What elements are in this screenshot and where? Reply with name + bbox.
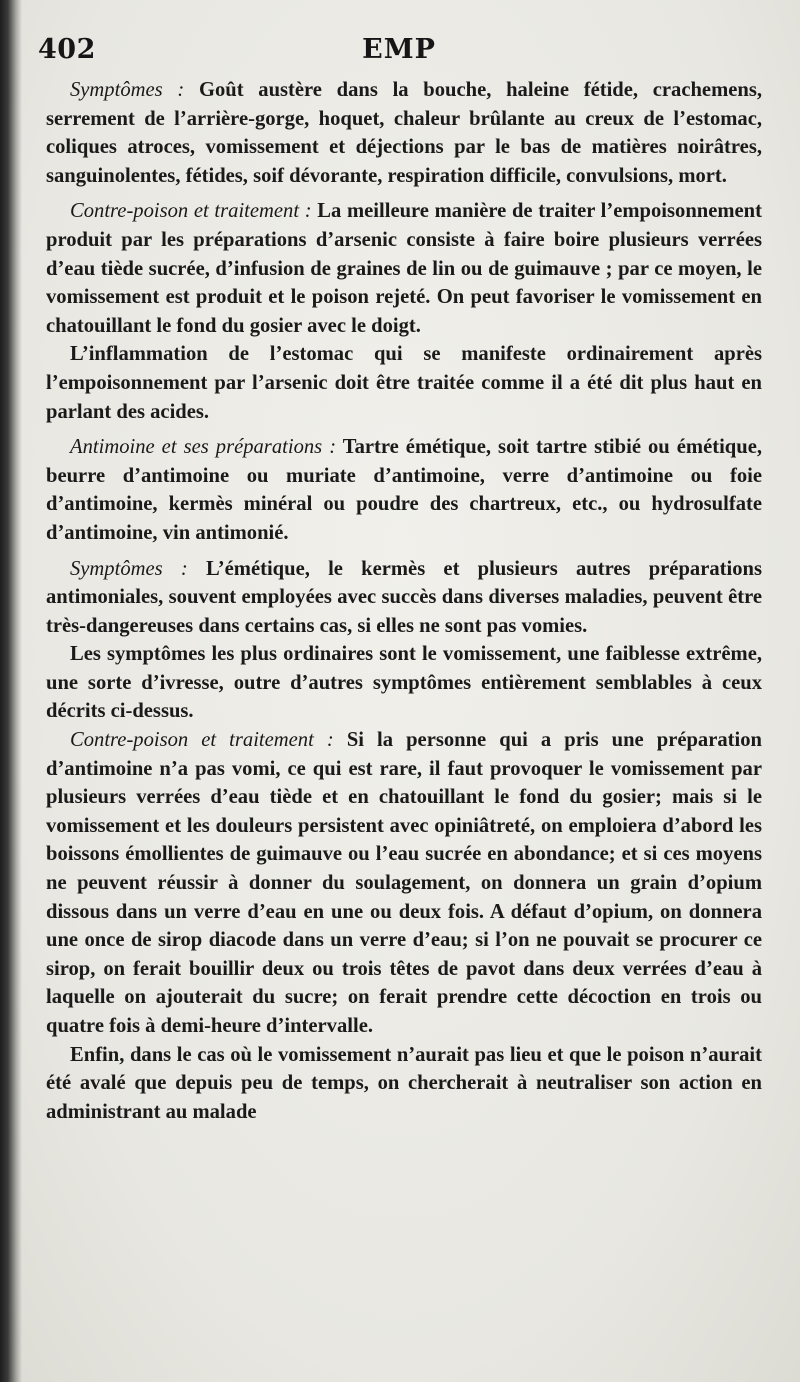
paragraph-arsenic-treatment: [46, 197, 762, 340]
paragraph-body: La meilleure manière de traiter l’empoisonnement produit par les préparations d’arsenic consiste à faire boire plusieurs verrées d’eau tiède sucrée, d’infusion de graines de lin ou de guimauve ; par ce moyen, le vomissement est produit et le poison rejeté. On peut favoriser le vomissement en chatouillant le fond du gosier avec le doigt.: [46, 200, 762, 337]
paragraph-body: Si la personne qui a pris une préparation d’antimoine n’a pas vomi, ce qui est rare, il faut provoquer le vomissement par plusieurs verrées d’eau tiède et en chatouillant le fond du gosier; mais si le vomissement et les douleurs persistent avec opiniâtreté, on emploiera d’abord les boissons émollientes de guimauve ou l’eau sucrée en abondance; et si ces moyens ne peuvent réussir à donner du soulagement, on donnera un grain d’opium dissous dans un verre d’eau en une ou deux fois. A défaut d’opium, on donnera une once de sirop diacode dans un verre d’eau; si l’on ne pouvait se procurer ce sirop, on ferait bouillir deux ou trois têtes de pavot dans deux verrées d’eau à laquelle on ajouterait du sucre; on ferait prendre cette décoction en trois ou quatre fois à demi-heure d’intervalle.: [46, 729, 762, 1037]
paragraph-body: Les symptômes les plus ordinaires sont le vomissement, une faiblesse extrême, une sorte d’ivresse, outre d’autres symptômes entièrement semblables à ceux décrits ci-dessus.: [46, 643, 762, 723]
paragraph-body: L’émétique, le kermès et plusieurs autres préparations antimoniales, souvent employées avec succès dans diverses maladies, peuvent être très-dangereuses dans certains cas, si elles ne sont pas vomies.: [46, 557, 762, 637]
body-text: [46, 76, 762, 1126]
paragraph-body: Enfin, dans le cas où le vomissement n’aurait pas lieu et que le poison n’aurait été avalé que depuis peu de temps, on chercherait à neutraliser son action en administrant au malade: [46, 1043, 762, 1123]
paragraph-lead: Antimoine et ses préparations :: [70, 436, 337, 459]
paragraph-lead: Contre-poison et traitement :: [70, 729, 334, 752]
paragraph-body: Tartre émétique, soit tartre stibié ou émétique, beurre d’antimoine ou muriate d’antimoine, verre d’antimoine ou foie d’antimoine, kermès minéral ou poudre des chartreux, etc., ou hydrosulfate d’antimoine, vin antimonié.: [46, 436, 762, 544]
paragraph-body: Goût austère dans la bouche, haleine fétide, crachemens, serrement de l’arrière-gorge, hoquet, chaleur brûlante au creux de l’estomac, coliques atroces, vomissement et déjections par le bas de matières noirâtres, sanguinolentes, fétides, soif dévorante, respiration difficile, convulsions, mort.: [46, 79, 762, 187]
running-head: EMP: [362, 34, 436, 65]
paragraph-antimony-symptoms: [46, 555, 762, 641]
paragraph-arsenic-inflammation: [46, 340, 762, 426]
paragraph-antimony-ordinary-symptoms: [46, 640, 762, 726]
paragraph-body: L’inflammation de l’estomac qui se manifeste ordinairement après l’empoisonnement par l’arsenic doit être traitée comme il a été dit plus haut en parlant des acides.: [46, 343, 762, 423]
paragraph-lead: Symptômes :: [70, 79, 185, 101]
paragraph-lead: Symptômes :: [70, 557, 188, 580]
page-header: [38, 34, 760, 70]
paragraph-finally: [46, 1041, 762, 1127]
paragraph-antimony-treatment: [46, 726, 762, 1041]
paragraph-antimony-preparations: [46, 433, 762, 547]
paragraph-lead: Contre-poison et traitement :: [70, 200, 312, 223]
paragraph-arsenic-symptoms: [46, 76, 762, 190]
page-number: 402: [38, 34, 96, 65]
